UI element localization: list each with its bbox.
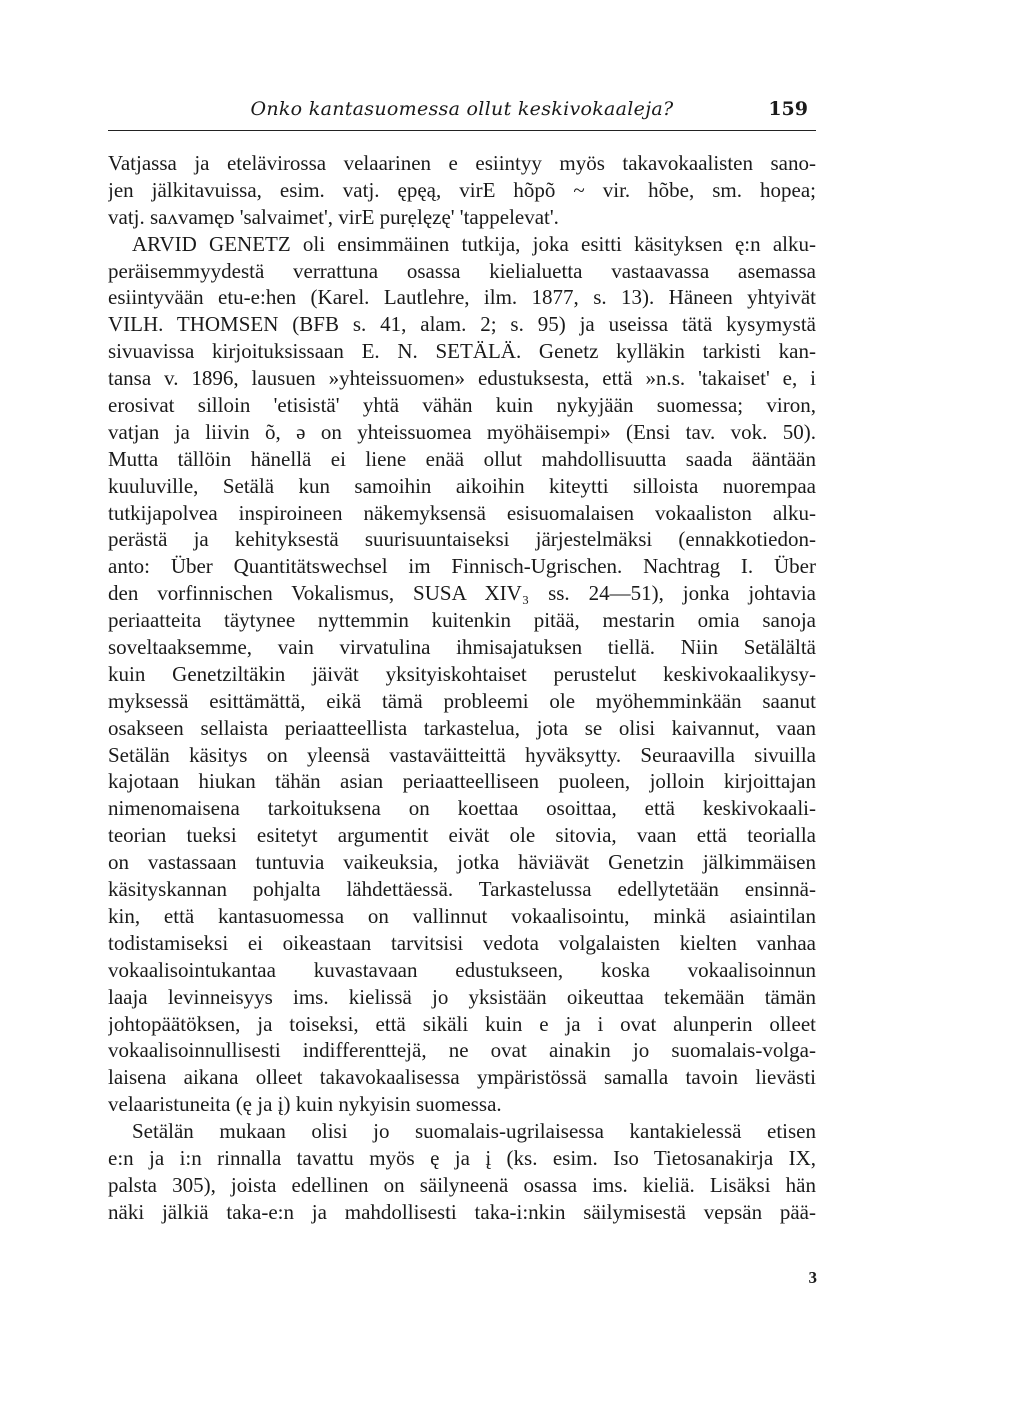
text-line: osakseen sellaista periaatteellista tarkastelua, jota se olisi kaivannut, vaan: [108, 715, 816, 740]
text-line: myksessä esittämättä, eikä tämä probleemi ole myöhemminkään saanut: [108, 688, 816, 713]
page-number: 159: [768, 98, 808, 120]
text-line: soveltaaksemme, vain virvatulina ihmisajatuksen tiellä. Niin Setälältä: [108, 635, 816, 660]
text-line: ARVID GENETZ oli ensimmäinen tutkija, joka esitti käsityksen ę:n alku-: [132, 231, 816, 256]
text-line: nimenomaisena tarkoituksena on koettaa osoittaa, että keskivokaali-: [108, 796, 816, 821]
text-line: palsta 305), joista edellinen on säilyneenä osassa ims. kieliä. Lisäksi hän: [108, 1172, 816, 1197]
text-line: vokaalisointukantaa kuvastavaan edustukseen, koska vokaalisoinnun: [108, 957, 816, 982]
paragraph: [108, 1118, 816, 1226]
text-line: erosivat silloin 'etisistä' yhtä vähän kuin nykyjään suomessa; viron,: [108, 393, 816, 418]
text-line: teorian tueksi esitetyt argumentit eivät ole sitovia, vaan että teorialla: [108, 823, 816, 848]
text-line: jen jälkitavuissa, esim. vatj. ępęą, virE hõpõ ~ vir. hõbe, sm. hopea;: [108, 177, 816, 202]
text-line: johtopäätöksen, ja toiseksi, että sikäli kuin e ja i ovat alunperin olleet: [108, 1011, 816, 1036]
text-line: kajotaan hiukan tähän asian periaatteelliseen puoleen, jolloin kirjoittajan: [108, 769, 816, 794]
text-line: tansa v. 1896, lausuen »yhteissuomen» edustuksesta, että »n.s. 'takaiset' e, i: [108, 366, 816, 391]
text-line: vatj. saʌvamęᴅ 'salvaimet', virE purẹlęzę' 'tappelevat'.: [108, 204, 559, 229]
text-line: käsityskannan pohjalta lähdettäessä. Tarkastelussa edellytetään ensinnä-: [108, 877, 816, 902]
text-line: vokaalisoinnullisesti indifferenttejä, ne ovat ainakin jo suomalais-volga-: [108, 1038, 816, 1063]
text-line: velaaristuneita (ę ja į) kuin nykyisin suomessa.: [108, 1092, 502, 1117]
paragraph: [108, 231, 816, 1118]
text-line: sivuavissa kirjoituksissaan E. N. SETÄLÄ. Genetz kylläkin tarkisti kan-: [108, 339, 816, 364]
text-line: näki jälkiä taka-e:n ja mahdollisesti taka-i:nkin säilymisestä vepsän pää-: [108, 1199, 816, 1224]
text-line: laaja levinneisyys ims. kielissä jo yksistään oikeuttaa tekemään tämän: [108, 984, 816, 1009]
text-line: den vorfinnischen Vokalismus, SUSA XIV₃ ss. 24—51), jonka johtavia: [108, 581, 816, 606]
running-head: Onko kantasuomessa ollut keskivokaaleja?: [250, 98, 674, 120]
text-line: Vatjassa ja etelävirossa velaarinen e esiintyy myös takavokaalisten sano-: [108, 151, 816, 175]
text-line: tutkijapolvea inspiroineen näkemyksensä esisuomalaisen vokaaliston alku-: [108, 500, 816, 525]
text-line: todistamiseksi ei oikeastaan tarvitsisi vedota volgalaisten kielten vanhaa: [108, 930, 816, 955]
paragraph: [108, 150, 816, 231]
text-line: VILH. THOMSEN (BFB s. 41, alam. 2; s. 95) ja useissa tätä kysymystä: [108, 312, 816, 337]
printer-signature-mark: 3: [808, 1268, 817, 1287]
text-line: peräisemmyydestä verrattuna osassa kielialuetta vastaavassa asemassa: [108, 258, 816, 283]
text-line: Setälän käsitys on yleensä vastaväitteittä hyväksytty. Seuraavilla sivuilla: [108, 742, 816, 767]
text-line: kin, että kantasuomessa on vallinnut vokaalisointu, minkä asiaintilan: [108, 903, 816, 928]
text-line: Setälän mukaan olisi jo suomalais-ugrilaisessa kantakielessä etisen: [132, 1119, 816, 1144]
text-line: anto: Über Quantitätswechsel im Finnisch-Ugrischen. Nachtrag I. Über: [108, 554, 816, 579]
text-line: kuuluville, Setälä kun samoihin aikoihin kiteytti silloista nuorempaa: [108, 473, 816, 498]
text-line: vatjan ja liivin õ, ə on yhteissuomea myöhäisempi» (Ensi tav. vok. 50).: [108, 419, 816, 444]
text-line: e:n ja i:n rinnalla tavattu myös ę ja į (ks. esim. Iso Tietosanakirja IX,: [108, 1145, 816, 1170]
text-line: kuin Genetziltäkin jäivät yksityiskohtaiset perustelut keskivokaalikysy-: [108, 661, 816, 686]
page-header: [108, 96, 816, 131]
body-text: [108, 150, 816, 1226]
text-line: periaatteita täytynee nyttemmin kuitenkin pitää, mestarin omia sanoja: [108, 608, 816, 633]
text-line: on vastassaan tuntuvia vaikeuksia, jotka häviävät Genetzin jälkimmäisen: [108, 850, 816, 875]
text-line: Mutta tällöin hänellä ei liene enää ollut mahdollisuutta saada ääntään: [108, 446, 816, 471]
text-line: esiintyvään etu-e:hen (Karel. Lautlehre, ilm. 1877, s. 13). Häneen yhtyivät: [108, 285, 816, 310]
text-line: laisena aikana olleet takavokaalisessa ympäristössä samalla tavoin lievästi: [108, 1065, 816, 1090]
text-line: perästä ja kehityksestä suurisuuntaiseksi järjestelmäksi (ennakkotiedon-: [108, 527, 816, 552]
